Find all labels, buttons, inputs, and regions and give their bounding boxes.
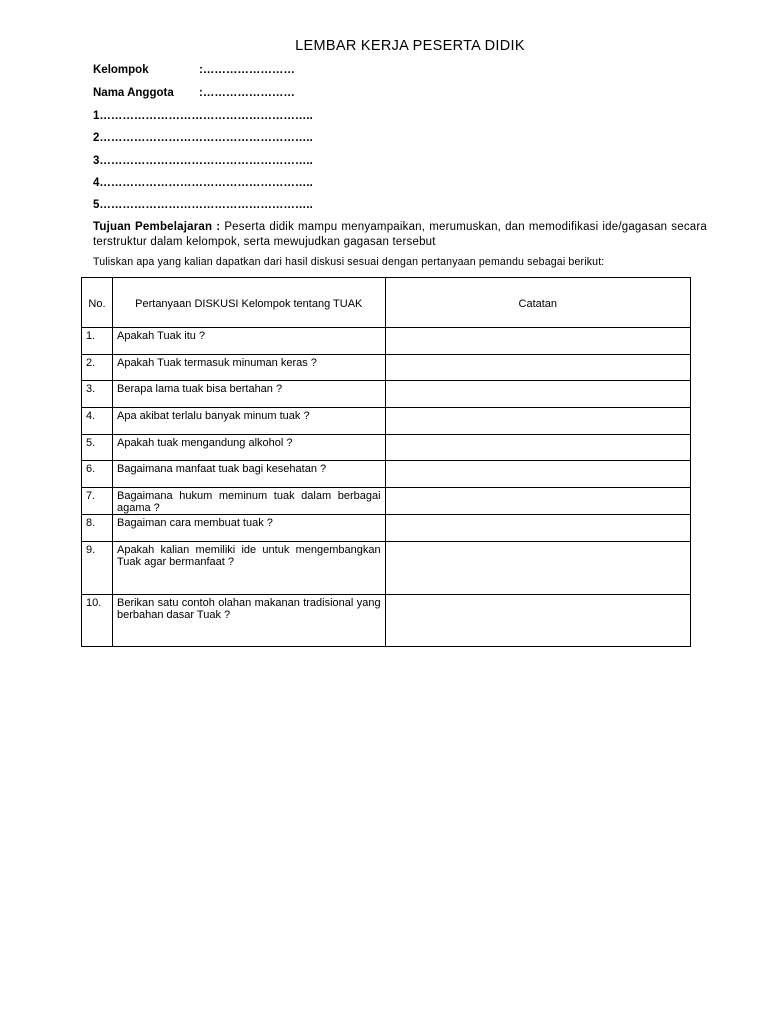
row-notes-cell[interactable] (385, 515, 690, 542)
table-row (82, 328, 691, 355)
row-question: Apakah Tuak itu ? (112, 328, 385, 355)
member-line-3: 3……………………………………………….. (93, 155, 313, 167)
row-notes-cell[interactable] (385, 461, 690, 488)
row-notes-cell[interactable] (385, 435, 690, 461)
table-row (82, 595, 691, 647)
row-number: 3. (82, 381, 113, 408)
row-number: 7. (82, 488, 113, 515)
objective-text: Peserta didik mampu menyampaikan, merumuskan, dan memodifikasi ide/gagasan secara terstruktur dalam kelompok, serta mewujudkan gagasan tersebut (93, 221, 707, 248)
row-number: 2. (82, 355, 113, 381)
table-row (82, 355, 691, 381)
table-row (82, 435, 691, 461)
table-row (82, 515, 691, 542)
row-number: 4. (82, 408, 113, 435)
row-number: 8. (82, 515, 113, 542)
members-label: Nama Anggota (93, 87, 174, 99)
learning-objective (93, 220, 707, 249)
member-line-2: 2……………………………………………….. (93, 132, 313, 144)
row-question: Apa akibat terlalu banyak minum tuak ? (112, 408, 385, 435)
table-row (82, 461, 691, 488)
table-row (82, 542, 691, 595)
members-value: :…………………… (199, 87, 295, 99)
row-question: Apakah Tuak termasuk minuman keras ? (112, 355, 385, 381)
header-question: Pertanyaan DISKUSI Kelompok tentang TUAK (112, 278, 385, 328)
row-number: 5. (82, 435, 113, 461)
row-notes-cell[interactable] (385, 542, 690, 595)
row-notes-cell[interactable] (385, 328, 690, 355)
row-question: Berapa lama tuak bisa bertahan ? (112, 381, 385, 408)
row-question: Bagaimana hukum meminum tuak dalam berbagai agama ? (112, 488, 385, 515)
row-question: Apakah kalian memiliki ide untuk mengembangkan Tuak agar bermanfaat ? (112, 542, 385, 595)
table-header-row (82, 278, 691, 328)
page-title: LEMBAR KERJA PESERTA DIDIK (295, 38, 525, 54)
objective-label: Tujuan Pembelajaran : (93, 221, 221, 233)
header-notes: Catatan (385, 278, 690, 328)
header-no: No. (82, 278, 113, 328)
row-notes-cell[interactable] (385, 488, 690, 515)
discussion-table (81, 277, 691, 647)
row-question: Bagaimana manfaat tuak bagi kesehatan ? (112, 461, 385, 488)
row-question: Berikan satu contoh olahan makanan tradisional yang berbahan dasar Tuak ? (112, 595, 385, 647)
table-row (82, 408, 691, 435)
row-number: 9. (82, 542, 113, 595)
row-notes-cell[interactable] (385, 381, 690, 408)
member-line-5: 5……………………………………………….. (93, 199, 313, 211)
member-line-1: 1……………………………………………….. (93, 110, 313, 122)
row-question: Bagaiman cara membuat tuak ? (112, 515, 385, 542)
row-number: 10. (82, 595, 113, 647)
group-value: :…………………… (199, 64, 295, 76)
group-label: Kelompok (93, 64, 149, 76)
members-field (93, 87, 295, 99)
row-notes-cell[interactable] (385, 595, 690, 647)
row-notes-cell[interactable] (385, 408, 690, 435)
member-line-4: 4……………………………………………….. (93, 177, 313, 189)
table-row (82, 381, 691, 408)
row-question: Apakah tuak mengandung alkohol ? (112, 435, 385, 461)
row-number: 1. (82, 328, 113, 355)
group-field (93, 64, 295, 76)
row-number: 6. (82, 461, 113, 488)
table-row (82, 488, 691, 515)
row-notes-cell[interactable] (385, 355, 690, 381)
instruction-text: Tuliskan apa yang kalian dapatkan dari hasil diskusi sesuai dengan pertanyaan pemandu sebagai berikut: (93, 256, 605, 268)
